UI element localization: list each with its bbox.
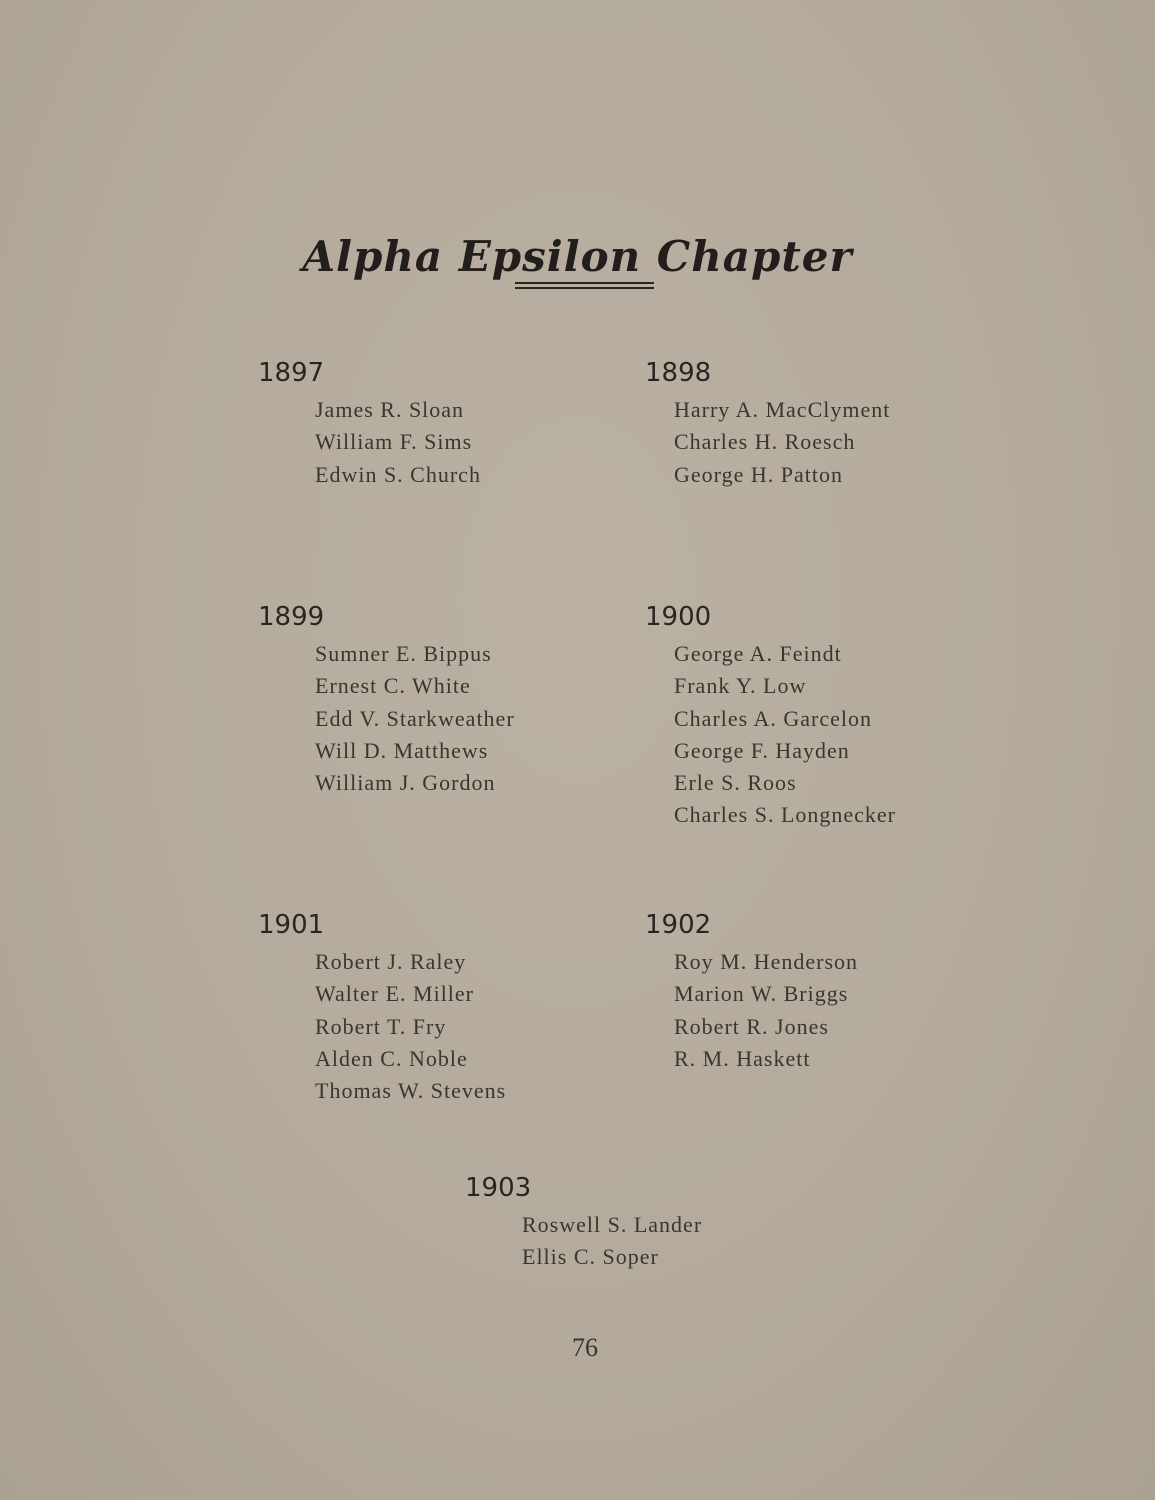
page-number: 76 <box>572 1333 598 1362</box>
member-name: R. M. Haskett <box>674 1045 811 1071</box>
member-name: Robert T. Fry <box>315 1013 447 1039</box>
title-underline <box>515 282 654 289</box>
class-year-group <box>258 908 506 1107</box>
class-year: 1903 <box>465 1173 532 1203</box>
member-name: Alden C. Noble <box>315 1045 468 1071</box>
class-year: 1898 <box>645 358 712 388</box>
member-list <box>315 394 481 491</box>
member-name: Charles A. Garcelon <box>674 705 872 731</box>
member-name: Walter E. Miller <box>315 981 475 1007</box>
class-year-group <box>465 1171 702 1274</box>
class-year: 1902 <box>645 910 712 940</box>
member-list <box>315 638 515 799</box>
member-name: William J. Gordon <box>315 770 496 796</box>
member-name: Marion W. Briggs <box>674 981 849 1007</box>
member-name: George F. Hayden <box>674 737 850 763</box>
member-name: Will D. Matthews <box>315 737 489 763</box>
member-name: Roswell S. Lander <box>522 1212 703 1237</box>
class-year-group <box>258 600 515 799</box>
member-list <box>315 946 506 1107</box>
class-year-group <box>258 356 481 491</box>
member-name: Edwin S. Church <box>315 461 481 487</box>
class-year-group <box>645 600 896 832</box>
member-name: James R. Sloan <box>315 397 465 422</box>
member-list <box>674 946 858 1075</box>
member-name: George A. Feindt <box>674 641 842 666</box>
member-name: Edd V. Starkweather <box>315 705 515 731</box>
member-name: Ellis C. Soper <box>522 1244 659 1270</box>
class-year: 1901 <box>258 910 325 940</box>
member-name: Sumner E. Bippus <box>315 641 492 666</box>
class-year-group <box>645 356 890 491</box>
member-name: Thomas W. Stevens <box>315 1078 507 1104</box>
member-name: Harry A. MacClyment <box>674 397 891 422</box>
member-name: Charles S. Longnecker <box>674 802 896 828</box>
member-list <box>522 1209 702 1274</box>
class-year-group <box>645 908 858 1075</box>
member-name: Frank Y. Low <box>674 673 807 699</box>
member-name: Roy M. Henderson <box>674 949 859 974</box>
class-year: 1900 <box>645 602 712 632</box>
member-list <box>674 394 890 491</box>
page-title: Alpha Epsilon Chapter <box>302 232 853 281</box>
member-name: William F. Sims <box>315 429 473 455</box>
class-year: 1897 <box>258 358 325 388</box>
member-list <box>674 638 896 832</box>
member-name: George H. Patton <box>674 461 843 487</box>
member-name: Ernest C. White <box>315 673 471 699</box>
member-name: Charles H. Roesch <box>674 429 856 455</box>
member-name: Robert J. Raley <box>315 949 467 974</box>
member-name: Robert R. Jones <box>674 1013 829 1039</box>
member-name: Erle S. Roos <box>674 770 797 796</box>
class-year: 1899 <box>258 602 325 632</box>
